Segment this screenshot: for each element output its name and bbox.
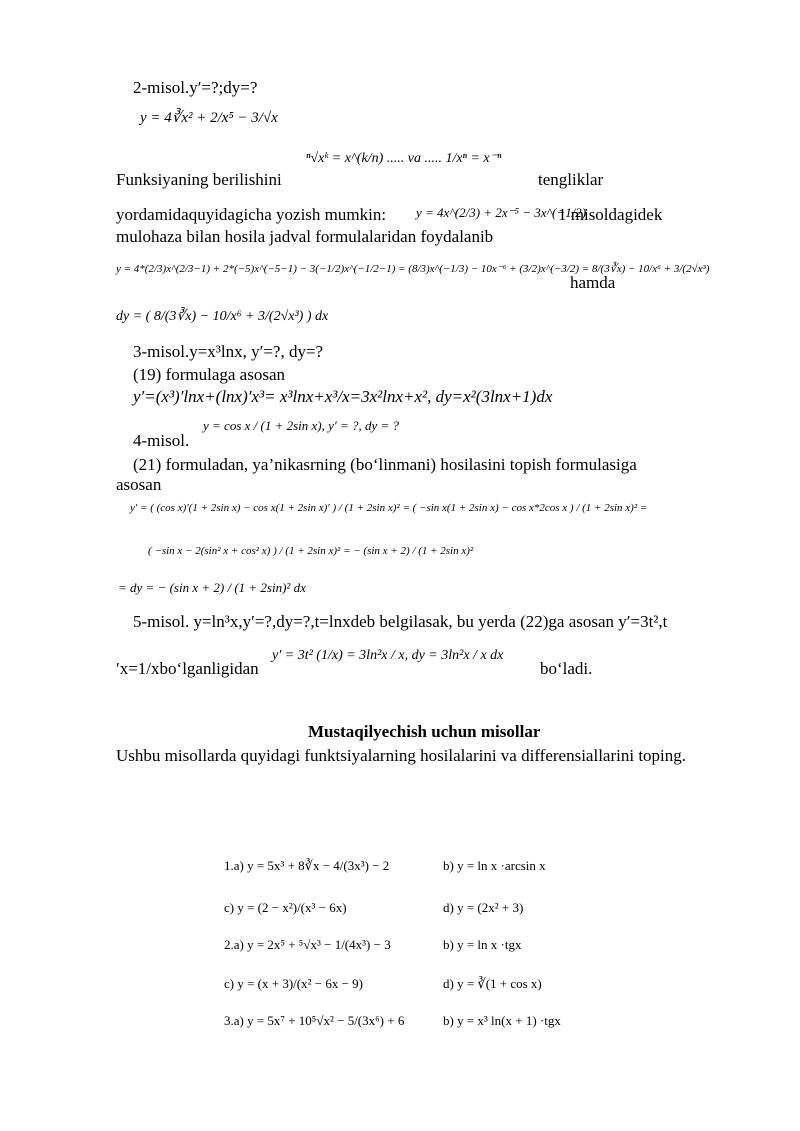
example-2-derivative: y = 4*(2/3)x^(2/3−1) + 2*(−5)x^(−5−1) − 3(−1/2)x^(−1/2−1) = (8/3)x^(−1/3) − 10x⁻⁶ + (3/2)x^(−3/2) = 8/(3∛x) − 10/x⁶ + 3/(2√x³) (116, 263, 710, 275)
example-3-title: 3-misol.y=x³lnx, y′=?, dy=? (133, 342, 324, 361)
exercise-2d: d) y = ∛(1 + cos x) (443, 976, 542, 991)
example-4-formula: y = cos x / (1 + 2sin x), y′ = ?, dy = ? (203, 418, 400, 433)
example-4-derivative-2: ( −sin x − 2(sin² x + cos² x) ) / (1 + 2sin x)² = − (sin x + 2) / (1 + 2sin x)² (148, 545, 474, 557)
exercise-2a: 2.a) y = 2x⁵ + ⁵√x³ − 1/(4x³) − 3 (224, 937, 391, 952)
example-5-line2b: bo‘ladi. (540, 659, 593, 678)
exercise-2b: b) y = ln x ·tgx (443, 937, 522, 952)
example-2-text-after: tengliklar (538, 170, 604, 189)
example-4-line1: (21) formuladan, ya’nikasrning (bo‘linmani) hosilasini topish formulasiga (133, 455, 637, 474)
example-4-title: 4-misol. (133, 431, 190, 450)
example-2-hamda: hamda (570, 273, 616, 292)
example-5-formula: y′ = 3t² (1/x) = 3ln²x / x, dy = 3ln²x / x dx (272, 648, 504, 663)
example-2-rewrite: y = 4x^(2/3) + 2x⁻⁵ − 3x^(−1/2) (416, 205, 587, 220)
example-4-line2: asosan (116, 475, 162, 494)
example-2-text-before: Funksiyaning berilishini (116, 170, 282, 189)
example-2-differential: dy = ( 8/(3∛x) − 10/x⁶ + 3/(2√x³) ) dx (116, 309, 329, 324)
exercise-3a: 3.a) y = 5x⁷ + 10⁵√x² − 5/(3x⁶) + 6 (224, 1013, 405, 1028)
exercise-1d: d) y = (2x² + 3) (443, 900, 524, 915)
example-2-text3: 1 misoldagidek (558, 205, 663, 224)
example-5-line1: 5-misol. y=ln³x,y′=?,dy=?,t=lnxdeb belgilasak, bu yerda (22)ga asosan y′=3t²,t (133, 612, 668, 631)
example-2-text4: mulohaza bilan hosila jadval formulalaridan foydalanib (116, 227, 494, 246)
example-2-identity: ⁿ√xᵏ = x^(k/n) ..... va ..... 1/xⁿ = x⁻ⁿ (306, 151, 502, 166)
example-2-title: 2-misol.y′=?;dy=? (133, 78, 258, 97)
self-study-intro: Ushbu misollarda quyidagi funktsiyalarning hosilalarini va differensiallarini toping. (116, 746, 687, 765)
example-4-derivative-1: y′ = ( (cos x)′(1 + 2sin x) − cos x(1 + 2sin x)′ ) / (1 + 2sin x)² = ( −sin x(1 + 2sin x) − cos x*2cos x ) / (1 + 2sin x)² = (130, 502, 648, 514)
exercise-1b: b) y = ln x ·arcsin x (443, 858, 546, 873)
example-3-line1: (19) formulaga asosan (133, 365, 286, 384)
example-2-text2: yordamidaquyidagicha yozish mumkin: (116, 205, 387, 224)
exercise-1c: c) y = (2 − x²)/(x³ − 6x) (224, 900, 347, 915)
example-4-differential: = dy = − (sin x + 2) / (1 + 2sin)² dx (118, 580, 306, 595)
exercise-3b: b) y = x³ ln(x + 1) ·tgx (443, 1013, 561, 1028)
exercise-1a: 1.a) y = 5x³ + 8∛x − 4/(3x³) − 2 (224, 858, 390, 873)
self-study-heading: Mustaqilyechish uchun misollar (308, 722, 541, 741)
example-5-line2a: ′x=1/xbo‘lganligidan (116, 659, 259, 678)
exercise-2c: c) y = (x + 3)/(x² − 6x − 9) (224, 976, 364, 991)
example-2-formula: y = 4∛x² + 2/x⁵ − 3/√x (140, 110, 278, 126)
example-3-line2: y′=(x³)′lnx+(lnx)′x³= x³lnx+x³/x=3x²lnx+x², dy=x²(3lnx+1)dx (133, 387, 553, 406)
